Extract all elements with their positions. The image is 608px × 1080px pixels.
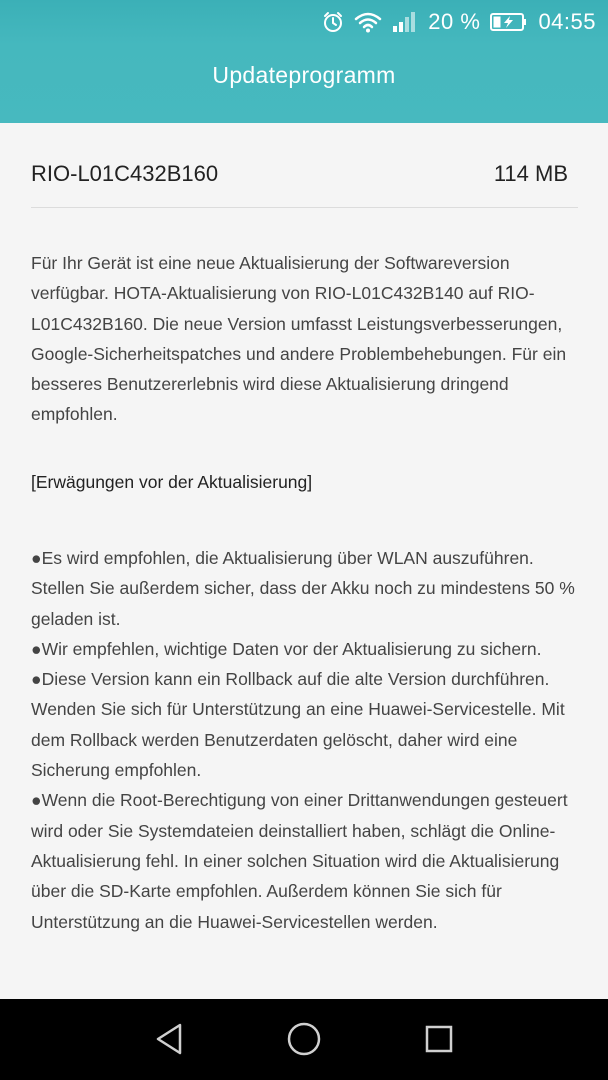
battery-charging-icon: [490, 12, 528, 32]
version-row: [31, 161, 568, 187]
status-bar: [0, 0, 608, 44]
home-circle-icon: [286, 1021, 322, 1057]
wifi-icon: [354, 11, 382, 33]
update-size: 114 MB: [493, 161, 568, 186]
battery-percent: 20 %: [428, 9, 481, 34]
considerations-heading: [Erwägungen vor der Aktualisierung]: [31, 472, 313, 492]
version-name: RIO-L01C432B160: [31, 161, 219, 186]
home-button[interactable]: [284, 1019, 324, 1059]
status-time: 04:55: [538, 9, 596, 34]
app-header: [0, 0, 608, 123]
divider: [31, 207, 578, 208]
page-title: Updateprogramm: [212, 62, 396, 88]
back-button[interactable]: [149, 1019, 189, 1059]
update-details[interactable]: [0, 123, 608, 999]
update-notes: ●Es wird empfohlen, die Aktualisierung über WLAN auszuführen. Stellen Sie außerdem sicher, dass der Akku noch zu mindestens 50 % geladen ist. ●Wir empfehlen, wichtige Daten vor der Aktualisierung zu sichern. ●Diese Version kann ein Rollback auf die alte Version durchführen. Wenden Sie sich für Unterstützung an eine Huawei-Servicestelle. Mit dem Rollback werden Benutzerdaten gelöscht, daher wird eine Sicherung empfohlen. ●Wenn die Root-Berechtigung von einer Drittanwendungen gesteuert wird oder Sie Systemdateien deinstalliert haben, schlägt die Online-Aktualisierung fehl. In einer solchen Situation wird die Aktualisierung über die SD-Karte empfohlen. Außerdem können Sie sich für Unterstützung an die Huawei-Servicestellen werden.: [31, 548, 575, 932]
signal-icon: [392, 11, 418, 33]
alarm-icon: [322, 11, 344, 33]
navigation-bar: [0, 999, 608, 1080]
back-triangle-icon: [154, 1022, 184, 1056]
update-description: Für Ihr Gerät ist eine neue Aktualisierung der Softwareversion verfügbar. HOTA-Aktualisierung von RIO-L01C432B140 auf RIO-L01C432B160. Die neue Version umfasst Leistungsverbesserungen, Google-Sicherheitspatches und andere Problembehebungen. Für ein besseres Benutzererlebnis wird diese Aktualisierung dringend empfohlen.: [31, 253, 567, 425]
recents-square-icon: [424, 1024, 454, 1054]
recents-button[interactable]: [419, 1019, 459, 1059]
